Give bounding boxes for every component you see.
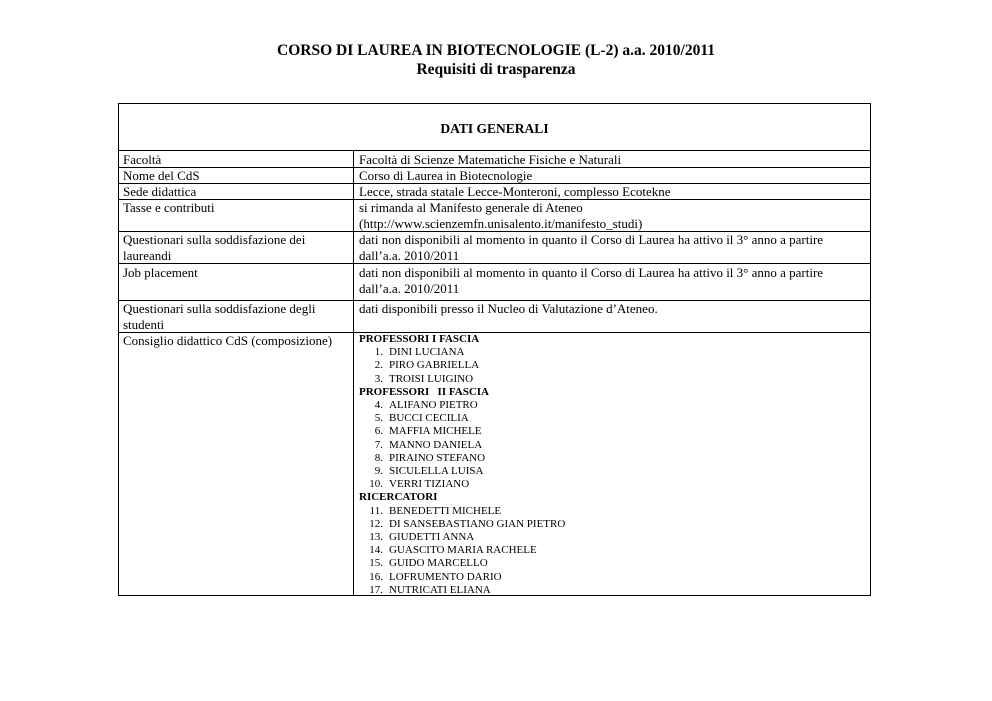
list-item: 8. PIRAINO STEFANO [374,451,486,464]
document-title: CORSO DI LAUREA IN BIOTECNOLOGIE (L-2) a.a. 2010/2011 [277,42,715,59]
list-item: 14. GUASCITO MARIA RACHELE [369,544,537,557]
list-item: 16. LOFRUMENTO DARIO [369,570,502,583]
category-ricercatori: RICERCATORI [359,491,438,504]
list-item: 13. GIUDETTI ANNA [369,531,475,544]
list-item: 5. BUCCI CECILIA [374,412,469,425]
list-item: 1. DINI LUCIANA [374,346,465,359]
row-label-questionari-laureandi: Questionari sulla soddisfazione dei laureandi [123,232,306,263]
row-label-sede: Sede didattica [123,184,197,199]
row-label-job-placement: Job placement [123,265,198,280]
row-label-consiglio: Consiglio didattico CdS (composizione) [123,333,333,348]
row-value-questionari-studenti: dati disponibili presso il Nucleo di Valutazione d’Ateneo. [359,301,658,316]
list-item: 3. TROISI LUIGINO [374,372,474,385]
row-label-questionari-studenti: Questionari sulla soddisfazione degli studenti [123,301,316,332]
list-item: 9. SICULELLA LUISA [374,465,484,478]
list-item: 4. ALIFANO PIETRO [374,399,478,412]
row-value-nome-cds: Corso di Laurea in Biotecnologie [359,168,533,183]
table-header-cell [119,104,870,151]
list-item: 17. NUTRICATI ELIANA [369,583,491,596]
list-item: 10. VERRI TIZIANO [369,478,470,491]
list-item: 2. PIRO GABRIELLA [374,359,480,372]
list-item: 6. MAFFIA MICHELE [374,425,482,438]
row-label-facolta: Facoltà [123,152,162,167]
council-list [359,333,864,597]
row-label-nome-cds: Nome del CdS [123,168,200,183]
row-value-job-placement: dati non disponibili al momento in quanto il Corso di Laurea ha attivo il 3° anno a partire dall’a.a. 2010/2011 [359,265,824,296]
list-item: 12. DI SANSEBASTIANO GIAN PIETRO [369,517,566,530]
row-value-sede: Lecce, strada statale Lecce-Monteroni, complesso Ecotekne [359,184,671,199]
list-item: 15. GUIDO MARCELLO [369,557,488,570]
row-value-tasse: si rimanda al Manifesto generale di Ateneo (http://www.scienzemfn.unisalento.it/manifesto_studi) [359,200,643,231]
document-subtitle: Requisiti di trasparenza [416,61,576,78]
table-header: DATI GENERALI [440,121,549,136]
dati-generali-table [118,103,871,596]
list-item: 7. MANNO DANIELA [374,438,483,451]
category-professori-i-fascia: PROFESSORI I FASCIA [359,333,480,345]
row-value-questionari-laureandi: dati non disponibili al momento in quanto il Corso di Laurea ha attivo il 3° anno a partire dall’a.a. 2010/2011 [359,232,824,263]
column-divider [353,151,354,595]
row-value-facolta: Facoltà di Scienze Matematiche Fisiche e Naturali [359,152,622,167]
list-item: 11. BENEDETTI MICHELE [369,504,502,517]
category-professori-ii-fascia: PROFESSORI II FASCIA [359,385,489,398]
row-label-tasse: Tasse e contributi [123,200,215,215]
